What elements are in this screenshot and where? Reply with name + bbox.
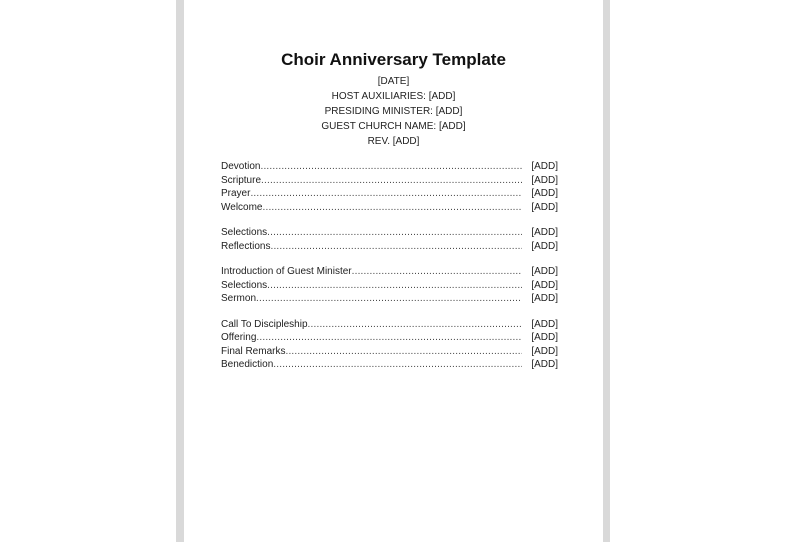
dot-leader xyxy=(267,226,522,240)
program-item-label: Reflections xyxy=(221,240,271,252)
reverend-line: REV. [ADD] xyxy=(367,136,420,147)
presiding-minister-line: PRESIDING MINISTER: [ADD] xyxy=(324,106,463,117)
program-item xyxy=(221,318,558,332)
program-item-label: Selections xyxy=(221,279,268,291)
program-item-label: Prayer xyxy=(221,188,251,199)
dot-leader xyxy=(256,292,522,306)
guest-church-name-line: GUEST CHURCH NAME: [ADD] xyxy=(321,121,466,132)
dot-leader xyxy=(250,187,522,201)
program-item xyxy=(221,201,558,215)
program-item-label: Call To Discipleship xyxy=(221,318,308,330)
program-item-value: [ADD] xyxy=(531,161,558,172)
dot-leader xyxy=(352,265,522,279)
program-item-value: [ADD] xyxy=(531,318,558,330)
program-item xyxy=(221,240,558,254)
document-page xyxy=(184,0,603,542)
program-group-closing xyxy=(221,318,558,372)
program-item-label: Welcome xyxy=(221,201,263,213)
program-item-label: Sermon xyxy=(221,293,257,304)
program-item-label: Benediction xyxy=(221,359,274,370)
program-item-value: [ADD] xyxy=(531,174,558,186)
program-item xyxy=(221,345,558,359)
program-item-value: [ADD] xyxy=(531,359,558,370)
program-item xyxy=(221,174,558,188)
dot-leader xyxy=(285,345,522,359)
dot-leader xyxy=(263,201,523,215)
program-item-label: Offering xyxy=(221,332,257,343)
program-item-value: [ADD] xyxy=(531,188,558,199)
program-group-guest-minister xyxy=(221,265,558,306)
program-item-value: [ADD] xyxy=(531,266,558,277)
program-item xyxy=(221,292,558,306)
dot-leader xyxy=(256,331,522,345)
program-item xyxy=(221,331,558,345)
program-item xyxy=(221,279,558,293)
dot-leader xyxy=(260,160,522,174)
program-group-opening xyxy=(221,160,558,214)
dot-leader xyxy=(273,358,522,372)
date-line: [DATE] xyxy=(377,76,410,87)
program-item-value: [ADD] xyxy=(531,332,558,343)
program-group-selections xyxy=(221,226,558,253)
program-order xyxy=(221,160,558,384)
program-item xyxy=(221,358,558,372)
program-item-label: Selections xyxy=(221,227,268,238)
program-item-value: [ADD] xyxy=(531,240,558,252)
left-page-gutter xyxy=(176,0,184,542)
program-item xyxy=(221,160,558,174)
program-item xyxy=(221,187,558,201)
program-item-value: [ADD] xyxy=(531,227,558,238)
dot-leader xyxy=(308,318,522,332)
dot-leader xyxy=(270,240,522,254)
program-item-label: Final Remarks xyxy=(221,345,286,357)
document-header xyxy=(184,47,603,149)
program-item-value: [ADD] xyxy=(531,279,558,291)
document-title: Choir Anniversary Template xyxy=(281,50,506,69)
program-item-value: [ADD] xyxy=(531,201,558,213)
dot-leader xyxy=(267,279,522,293)
host-auxiliaries-line: HOST AUXILIARIES: [ADD] xyxy=(331,91,456,102)
program-item-label: Scripture xyxy=(221,174,262,186)
program-item-label: Introduction of Guest Minister xyxy=(221,266,352,277)
program-item-value: [ADD] xyxy=(531,345,558,357)
program-item xyxy=(221,265,558,279)
program-item xyxy=(221,226,558,240)
dot-leader xyxy=(261,174,522,188)
right-page-gutter xyxy=(603,0,610,542)
program-item-label: Devotion xyxy=(221,161,261,172)
program-item-value: [ADD] xyxy=(531,293,558,304)
